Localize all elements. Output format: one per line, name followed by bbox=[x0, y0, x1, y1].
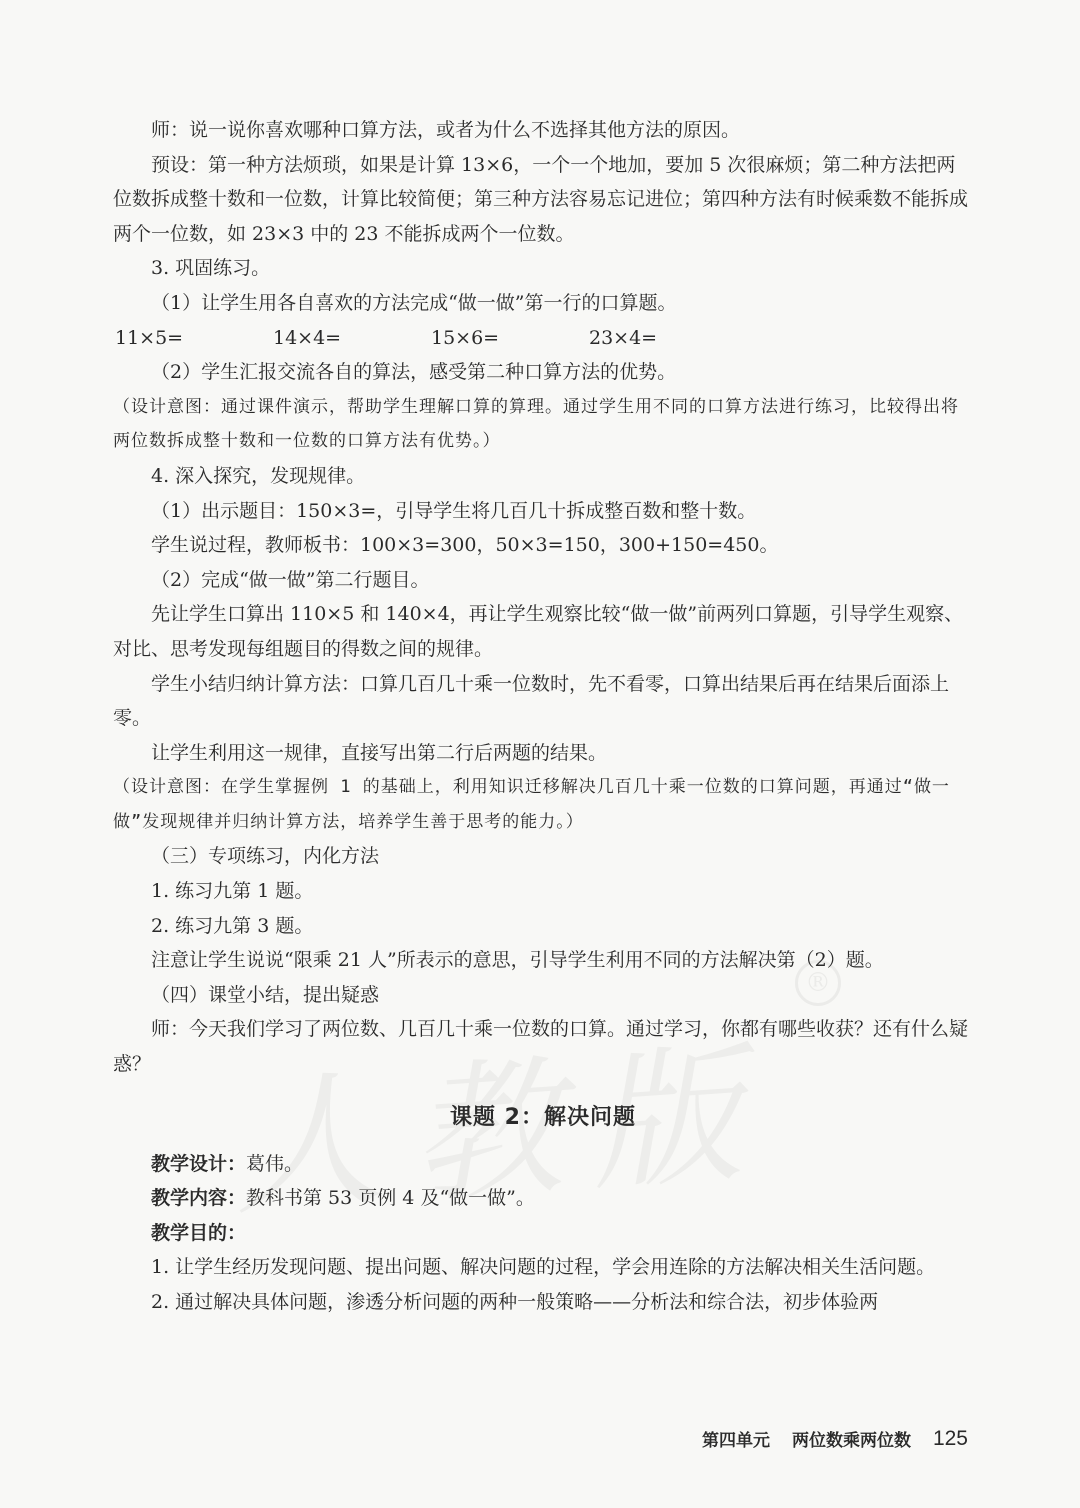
paragraph: 学生说过程，教师板书：100×3=300，50×3=150，300+150=450。 bbox=[151, 534, 779, 557]
design-label: 教学设计： bbox=[151, 1152, 247, 1175]
content-value: 教科书第 53 页例 4 及“做一做”。 bbox=[246, 1187, 535, 1210]
content-label: 教学内容： bbox=[151, 1187, 247, 1210]
paragraph-group-2 bbox=[113, 355, 973, 1081]
design-intent-note: （设计意图：通过课件演示，帮助学生理解口算的算理。通过学生用不同的口算方法进行练习，比较得出将两位数拆成整十数和一位数的口算方法有优势。） bbox=[113, 396, 959, 452]
goal-line bbox=[113, 1216, 973, 1251]
registered-mark-icon: ® bbox=[795, 960, 841, 1006]
paragraph: 师：今天我们学习了两位数、几百几十乘一位数的口算。通过学习，你都有哪些收获？还有什么疑惑？ bbox=[113, 1018, 969, 1076]
calc-item: 15×6= bbox=[431, 326, 500, 349]
paragraph-group-1 bbox=[113, 113, 973, 321]
paragraph: 1. 练习九第 1 题。 bbox=[151, 880, 314, 903]
paragraph: 先让学生口算出 110×5 和 140×4，再让学生观察比较“做一做”前两列口算题，引导学生观察、对比、思考发现每组题目的得数之间的规律。 bbox=[113, 603, 964, 660]
goal-item: 1. 让学生经历发现问题、提出问题、解决问题的过程，学会用连除的方法解决相关生活问题。 bbox=[151, 1256, 936, 1279]
calc-row bbox=[113, 321, 973, 356]
paragraph: （三）专项练习，内化方法 bbox=[151, 845, 380, 868]
section-title: 课题 2：解决问题 bbox=[450, 1104, 636, 1130]
content-line bbox=[113, 1181, 973, 1216]
design-line bbox=[113, 1147, 973, 1182]
goal-item: 2. 通过解决具体问题，渗透分析问题的两种一般策略——分析法和综合法，初步体验两 bbox=[151, 1291, 879, 1313]
page-footer bbox=[702, 1426, 968, 1451]
paragraph: （1）让学生用各自喜欢的方法完成“做一做”第一行的口算题。 bbox=[151, 291, 677, 314]
paragraph: 注意让学生说说“限乘 21 人”所表示的意思，引导学生利用不同的方法解决第（2）题。 bbox=[151, 949, 884, 972]
paragraph: （四）课堂小结，提出疑惑 bbox=[151, 983, 380, 1006]
paragraph: 2. 练习九第 3 题。 bbox=[151, 914, 314, 937]
calc-item: 14×4= bbox=[273, 326, 342, 349]
goal-label: 教学目的： bbox=[151, 1221, 247, 1244]
page-number: 125 bbox=[932, 1426, 968, 1450]
calc-item: 11×5= bbox=[115, 326, 184, 349]
paragraph: 3. 巩固练习。 bbox=[151, 257, 271, 280]
paragraph: 让学生利用这一规律，直接写出第二行后两题的结果。 bbox=[151, 741, 608, 764]
paragraph: 学生小结归纳计算方法：口算几百几十乘一位数时，先不看零，口算出结果后再在结果后面添上零。 bbox=[113, 672, 950, 730]
calc-item: 23×4= bbox=[589, 326, 658, 349]
paragraph: 师：说一说你喜欢哪种口算方法，或者为什么不选择其他方法的原因。 bbox=[151, 119, 741, 141]
footer-unit: 第四单元 bbox=[701, 1431, 770, 1451]
paragraph: （2）完成“做一做”第二行题目。 bbox=[151, 568, 430, 591]
page-body bbox=[113, 113, 973, 1320]
footer-chapter: 两位数乘两位数 bbox=[791, 1431, 911, 1451]
design-value: 葛伟。 bbox=[246, 1152, 304, 1175]
design-intent-note: （设计意图：在学生掌握例 1 的基础上，利用知识迁移解决几百几十乘一位数的口算问题，再通过“做一做”发现规律并归纳计算方法，培养学生善于思考的能力。） bbox=[113, 777, 950, 832]
paragraph: （2）学生汇报交流各自的算法，感受第二种口算方法的优势。 bbox=[151, 361, 677, 384]
paragraph: 预设：第一种方法烦琐，如果是计算 13×6，一个一个地加，要加 5 次很麻烦；第二种方法把两位数拆成整十数和一位数，计算比较简便；第三种方法容易忘记进位；第四种方法有时候乘数不能拆成两个一位数，如 23×3 中的 23 不能拆成两个一位数。 bbox=[113, 153, 969, 245]
paragraph: （1）出示题目：150×3=，引导学生将几百几十拆成整百数和整十数。 bbox=[151, 499, 757, 522]
paragraph: 4. 深入探究，发现规律。 bbox=[151, 464, 366, 487]
